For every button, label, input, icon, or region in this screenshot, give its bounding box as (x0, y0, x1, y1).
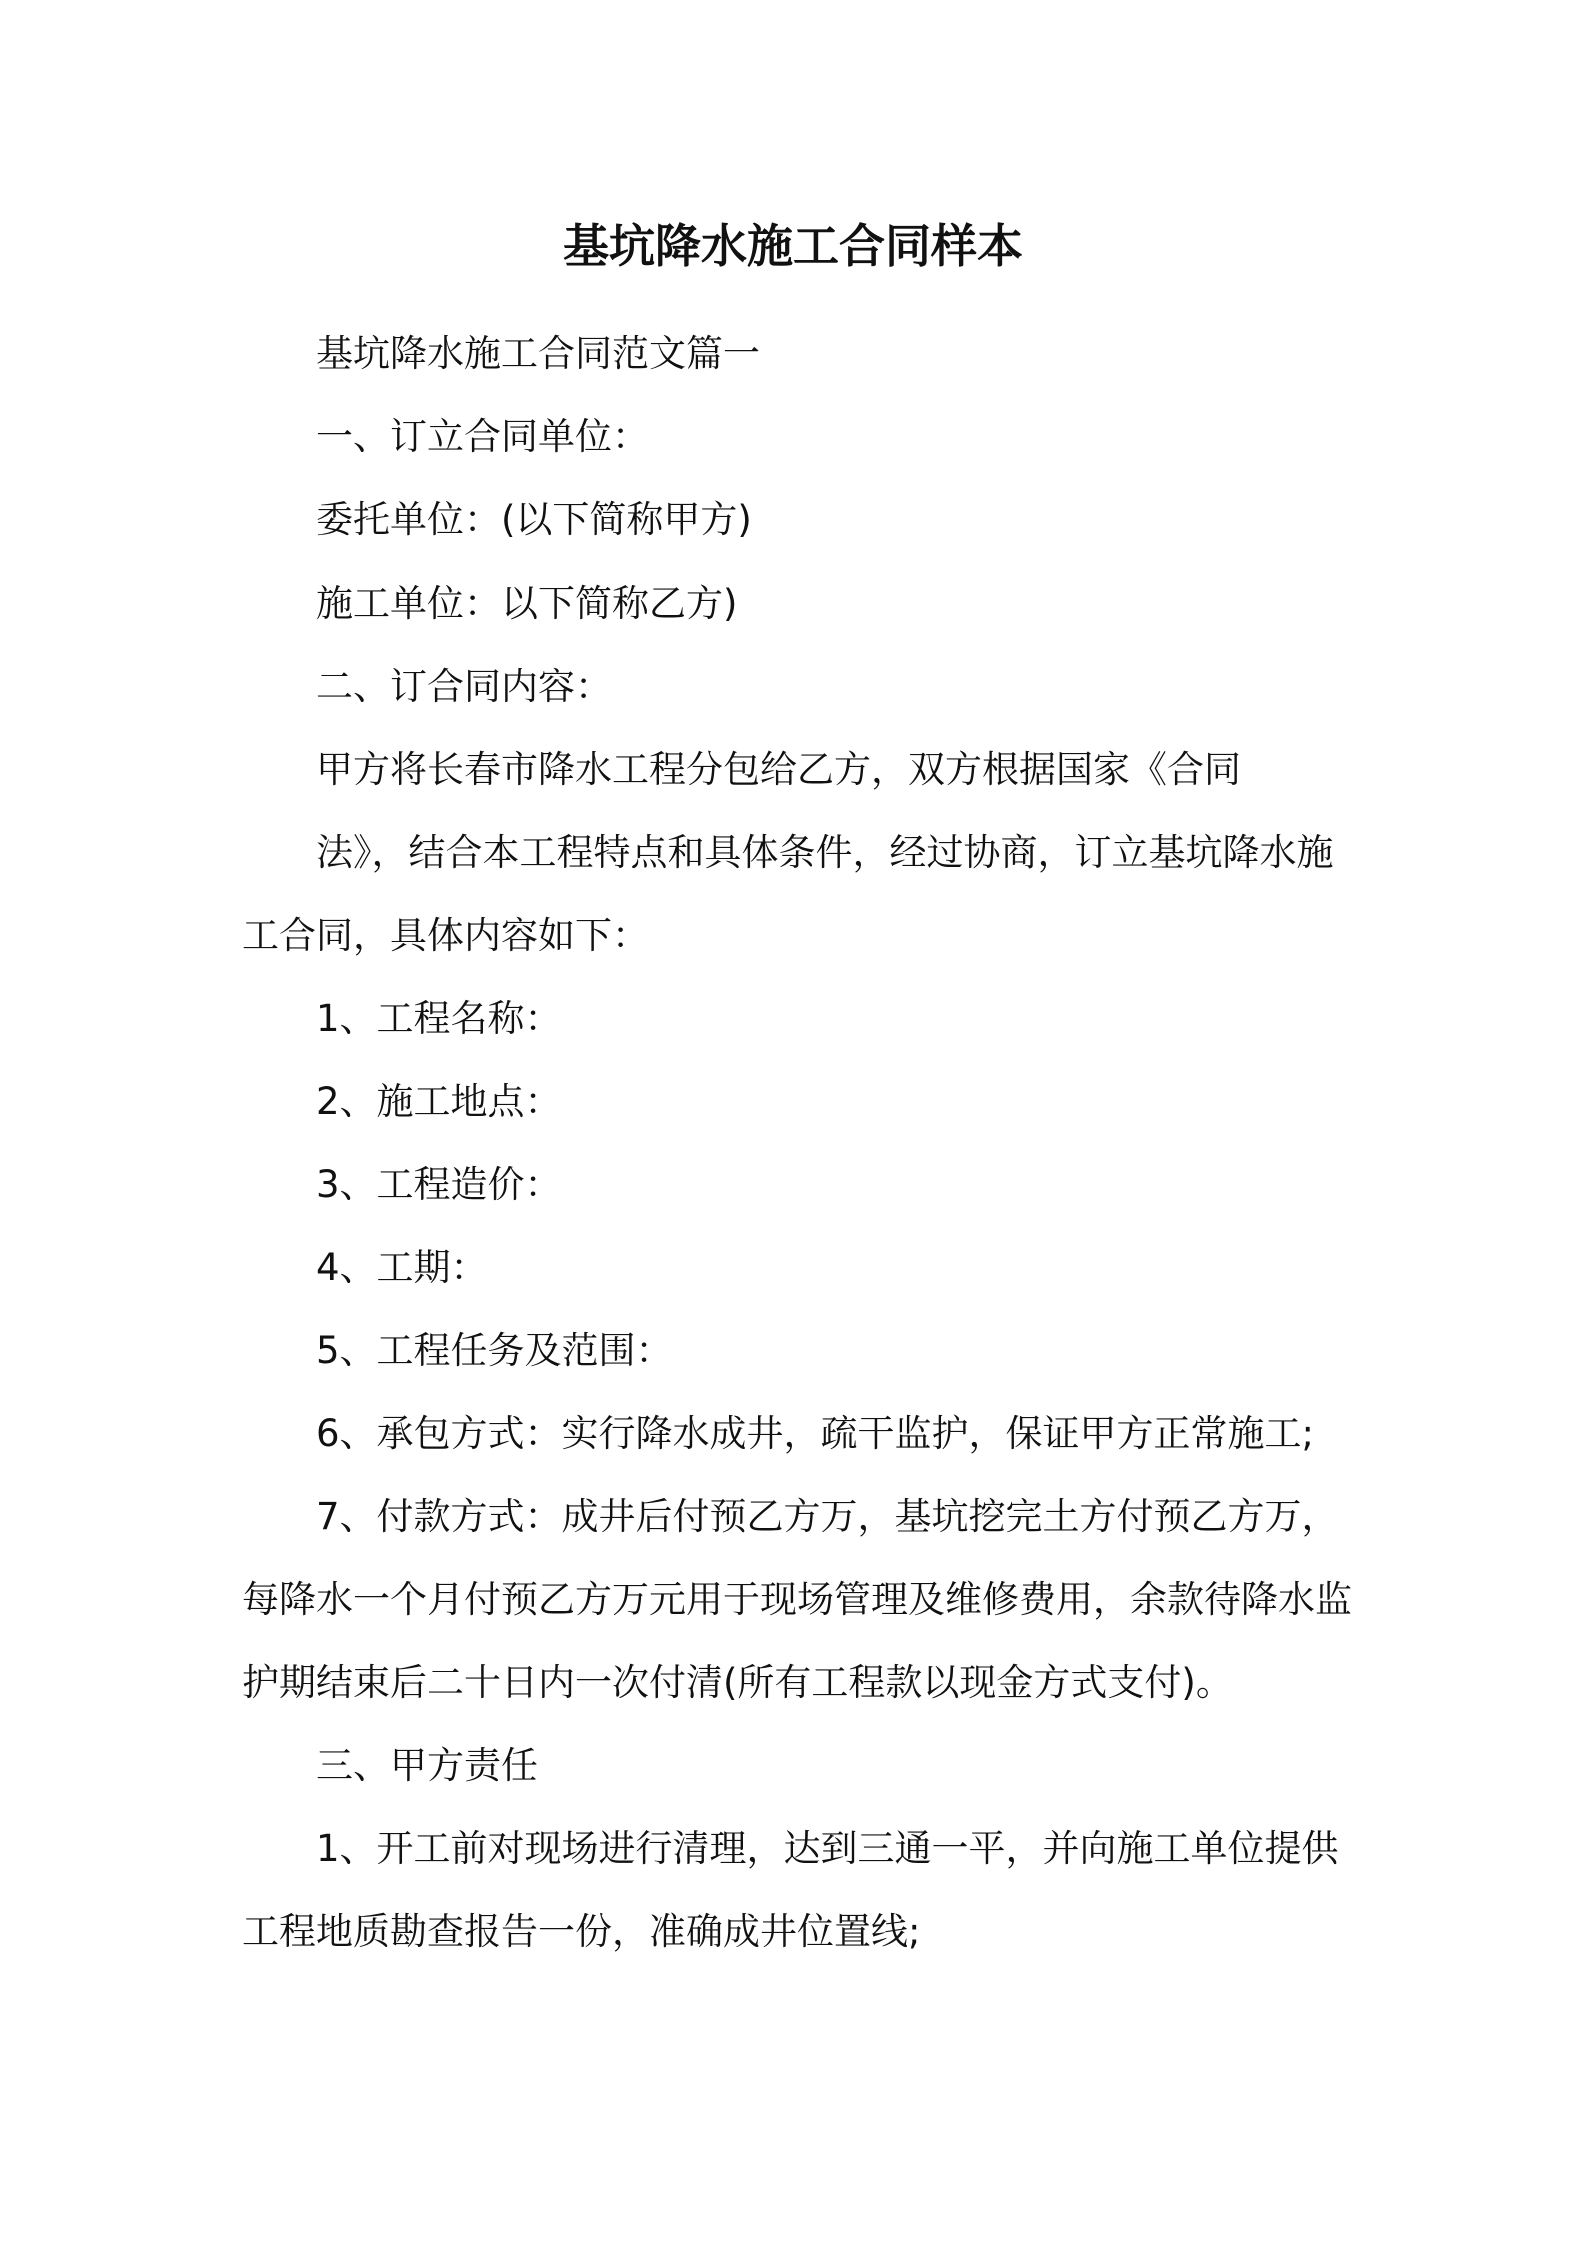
paragraph-line: 工合同，具体内容如下： (242, 914, 649, 957)
section-heading-version: 基坑降水施工合同范文篇一 (316, 332, 760, 375)
paragraph-line: 护期结束后二十日内一次付清(所有工程款以现金方式支付)。 (242, 1661, 1233, 1704)
list-item-project-name: 1、工程名称： (316, 997, 562, 1040)
section-heading-parties: 一、订立合同单位： (316, 415, 649, 458)
paragraph-line: 工程地质勘查报告一份，准确成井位置线; (242, 1910, 921, 1953)
document-title: 基坑降水施工合同样本 (563, 219, 1023, 273)
list-item-duration: 4、工期： (316, 1246, 488, 1289)
list-item-scope: 5、工程任务及范围： (316, 1329, 673, 1372)
list-item-location: 2、施工地点： (316, 1080, 562, 1123)
contractor-party-line: 施工单位：以下简称乙方) (316, 582, 738, 625)
list-item-cost: 3、工程造价： (316, 1163, 562, 1206)
list-item-site-prep: 1、开工前对现场进行清理，达到三通一平，并向施工单位提供 (316, 1827, 1339, 1870)
paragraph-line: 法》，结合本工程特点和具体条件，经过协商，订立基坑降水施 (316, 831, 1334, 874)
paragraph-line: 每降水一个月付预乙方万元用于现场管理及维修费用，余款待降水监 (242, 1578, 1352, 1621)
paragraph-line: 甲方将长春市降水工程分包给乙方，双方根据国家《合同 (316, 748, 1241, 791)
section-heading-party-a-duties: 三、甲方责任 (316, 1744, 538, 1787)
list-item-payment: 7、付款方式：成井后付预乙方万，基坑挖完土方付预乙方万， (316, 1495, 1339, 1538)
section-heading-content: 二、订合同内容： (316, 665, 612, 708)
list-item-contract-method: 6、承包方式：实行降水成井，疏干监护，保证甲方正常施工; (316, 1412, 1315, 1455)
client-party-line: 委托单位：(以下简称甲方) (316, 498, 752, 541)
